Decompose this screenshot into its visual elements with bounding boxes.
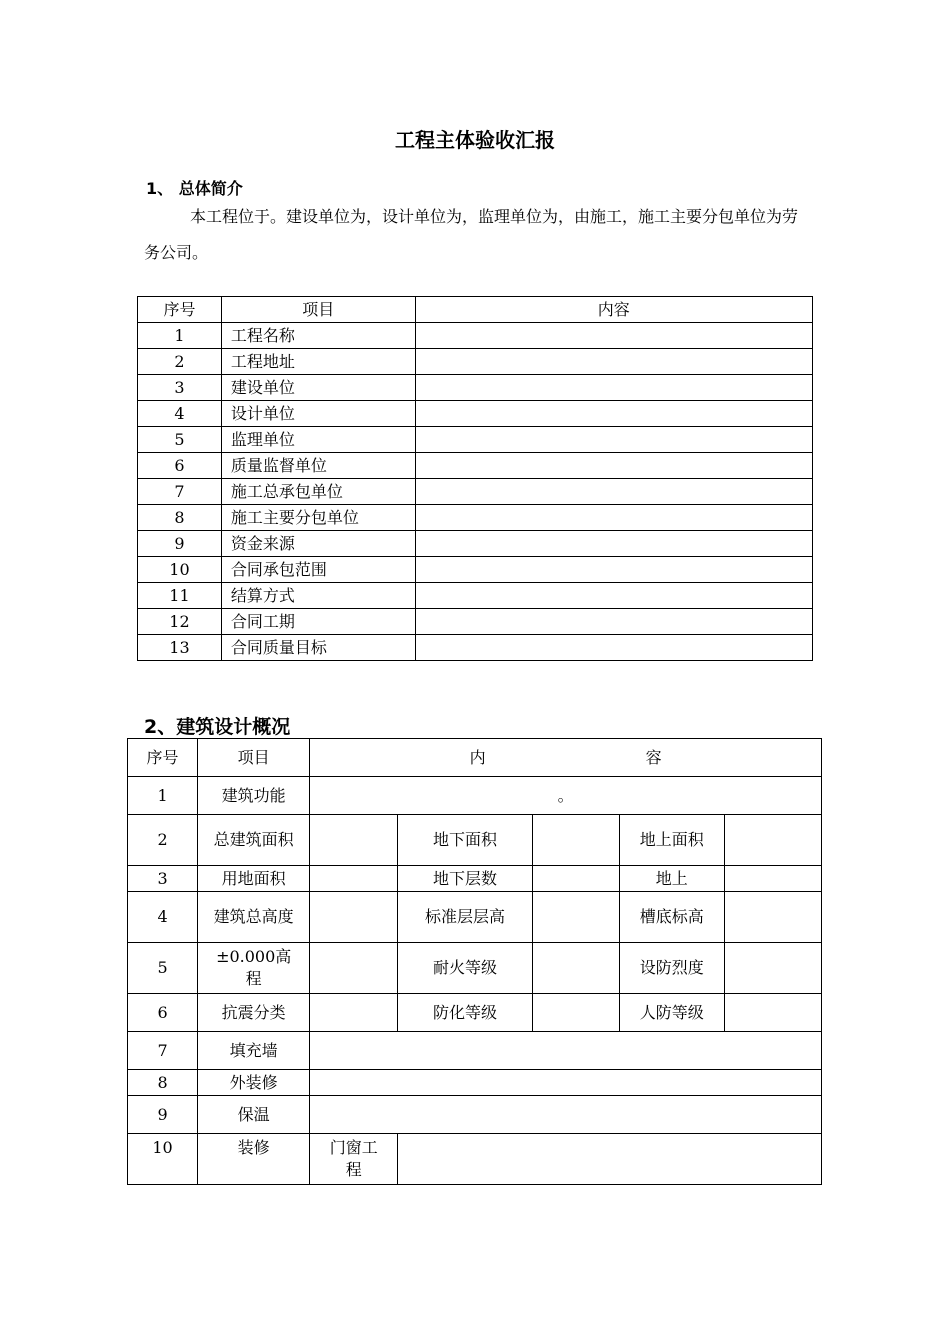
- table-row: [138, 531, 813, 557]
- row-item: 填充墙: [198, 1032, 310, 1070]
- row-no: 6: [128, 994, 198, 1032]
- table-row: [138, 479, 813, 505]
- value-cell[interactable]: [310, 892, 398, 943]
- value-cell[interactable]: [532, 866, 619, 892]
- row-content[interactable]: [415, 609, 812, 635]
- table-row: [128, 892, 822, 943]
- row-item: 资金来源: [221, 531, 415, 557]
- row-item: 工程地址: [221, 349, 415, 375]
- row-item: 施工总承包单位: [221, 479, 415, 505]
- row-content[interactable]: [415, 323, 812, 349]
- label-b: 设防烈度: [619, 943, 724, 994]
- row-no: 6: [138, 453, 222, 479]
- value-cell[interactable]: [310, 1096, 822, 1134]
- table-row: [138, 609, 813, 635]
- row-content[interactable]: [415, 635, 812, 661]
- row-no: 1: [138, 323, 222, 349]
- row-item: 设计单位: [221, 401, 415, 427]
- table-row: [138, 323, 813, 349]
- label-a: 防化等级: [398, 994, 532, 1032]
- row-no: 7: [128, 1032, 198, 1070]
- table-row: [138, 375, 813, 401]
- section-2-heading: 2、建筑设计概况: [144, 716, 291, 738]
- row-item: 装修: [198, 1134, 310, 1185]
- header-item: 项目: [198, 739, 310, 777]
- header-item: 项目: [221, 297, 415, 323]
- row-content[interactable]: [415, 557, 812, 583]
- value-cell[interactable]: [310, 943, 398, 994]
- table-row: [128, 1070, 822, 1096]
- row-no: 8: [128, 1070, 198, 1096]
- row-item: 建设单位: [221, 375, 415, 401]
- header-no: 序号: [138, 297, 222, 323]
- table-row: [128, 994, 822, 1032]
- row-no: 5: [138, 427, 222, 453]
- row-content[interactable]: [415, 453, 812, 479]
- label-b: 地上: [619, 866, 724, 892]
- label-a: 地下面积: [398, 815, 532, 866]
- overview-table: [137, 296, 813, 661]
- value-cell[interactable]: [310, 866, 398, 892]
- table-row: [138, 427, 813, 453]
- row-item: 用地面积: [198, 866, 310, 892]
- document-title: 工程主体验收汇报: [395, 128, 555, 152]
- row-item: ±0.000高程: [198, 943, 310, 994]
- row-content[interactable]: [415, 349, 812, 375]
- row-item: 工程名称: [221, 323, 415, 349]
- header-no: 序号: [128, 739, 198, 777]
- table-row: [138, 401, 813, 427]
- table-row: [128, 777, 822, 815]
- table-row: [128, 815, 822, 866]
- table-row: [128, 1096, 822, 1134]
- row-no: 2: [128, 815, 198, 866]
- value-cell[interactable]: [724, 994, 821, 1032]
- row-item: 建筑功能: [198, 777, 310, 815]
- row-item: 监理单位: [221, 427, 415, 453]
- value-cell[interactable]: [310, 1032, 822, 1070]
- table-row: [138, 583, 813, 609]
- table-row: [138, 505, 813, 531]
- row-no: 8: [138, 505, 222, 531]
- row-content[interactable]: [415, 479, 812, 505]
- value-cell[interactable]: [532, 994, 619, 1032]
- header-content: [310, 739, 822, 777]
- row-content[interactable]: [415, 583, 812, 609]
- value-cell[interactable]: [532, 892, 619, 943]
- row-no: 11: [138, 583, 222, 609]
- row-item: 合同承包范围: [221, 557, 415, 583]
- row-item: 合同质量目标: [221, 635, 415, 661]
- table-header-row: [138, 297, 813, 323]
- header-content-char-1: 内: [469, 747, 486, 767]
- value-cell[interactable]: [310, 815, 398, 866]
- table-row: [138, 635, 813, 661]
- label-a: 地下层数: [398, 866, 532, 892]
- row-no: 12: [138, 609, 222, 635]
- row-content[interactable]: [415, 505, 812, 531]
- row-no: 5: [128, 943, 198, 994]
- table-row: [128, 1134, 822, 1185]
- row-no: 2: [138, 349, 222, 375]
- table-row: [128, 943, 822, 994]
- header-content-char-2: 容: [645, 747, 662, 767]
- row-content[interactable]: [415, 531, 812, 557]
- row-item: 保温: [198, 1096, 310, 1134]
- value-cell[interactable]: [724, 892, 821, 943]
- row-item: 建筑总高度: [198, 892, 310, 943]
- value-cell[interactable]: [532, 815, 619, 866]
- table-row: [128, 866, 822, 892]
- table-row: [138, 349, 813, 375]
- row-content[interactable]: [415, 427, 812, 453]
- row-content[interactable]: [415, 375, 812, 401]
- label-a: 标准层层高: [398, 892, 532, 943]
- row-item: 外装修: [198, 1070, 310, 1096]
- value-cell[interactable]: [724, 866, 821, 892]
- table-row: [138, 557, 813, 583]
- row-item: 抗震分类: [198, 994, 310, 1032]
- row-no: 7: [138, 479, 222, 505]
- row-value: 。: [310, 777, 822, 815]
- row-item: 施工主要分包单位: [221, 505, 415, 531]
- table-row: [138, 453, 813, 479]
- header-content: 内容: [415, 297, 812, 323]
- label-b: 地上面积: [619, 815, 724, 866]
- value-cell[interactable]: [532, 943, 619, 994]
- value-cell[interactable]: [310, 1070, 822, 1096]
- row-content[interactable]: [415, 401, 812, 427]
- row-item: 合同工期: [221, 609, 415, 635]
- label-b: 人防等级: [619, 994, 724, 1032]
- row-item: 总建筑面积: [198, 815, 310, 866]
- value-cell[interactable]: [724, 815, 821, 866]
- table-header-row: [128, 739, 822, 777]
- row-item: 质量监督单位: [221, 453, 415, 479]
- row-no: 1: [128, 777, 198, 815]
- row-no: 9: [138, 531, 222, 557]
- row-no: 13: [138, 635, 222, 661]
- design-table: [127, 738, 822, 1185]
- label-a: 耐火等级: [398, 943, 532, 994]
- section-1-heading: 1、 总体简介: [146, 179, 243, 198]
- row-no: 4: [128, 892, 198, 943]
- row-no: 3: [128, 866, 198, 892]
- value-cell[interactable]: [724, 943, 821, 994]
- section-1-intro: 本工程位于。建设单位为，设计单位为，监理单位为，由施工，施工主要分包单位为劳务公司。: [144, 207, 799, 262]
- value-cell[interactable]: [398, 1134, 822, 1185]
- table-row: [128, 1032, 822, 1070]
- row-item: 结算方式: [221, 583, 415, 609]
- row-no: 10: [138, 557, 222, 583]
- row-no: 4: [138, 401, 222, 427]
- sub-item: 门窗工程: [310, 1134, 398, 1185]
- row-no: 10: [128, 1134, 198, 1185]
- value-cell[interactable]: [310, 994, 398, 1032]
- row-no: 3: [138, 375, 222, 401]
- label-b: 槽底标高: [619, 892, 724, 943]
- row-no: 9: [128, 1096, 198, 1134]
